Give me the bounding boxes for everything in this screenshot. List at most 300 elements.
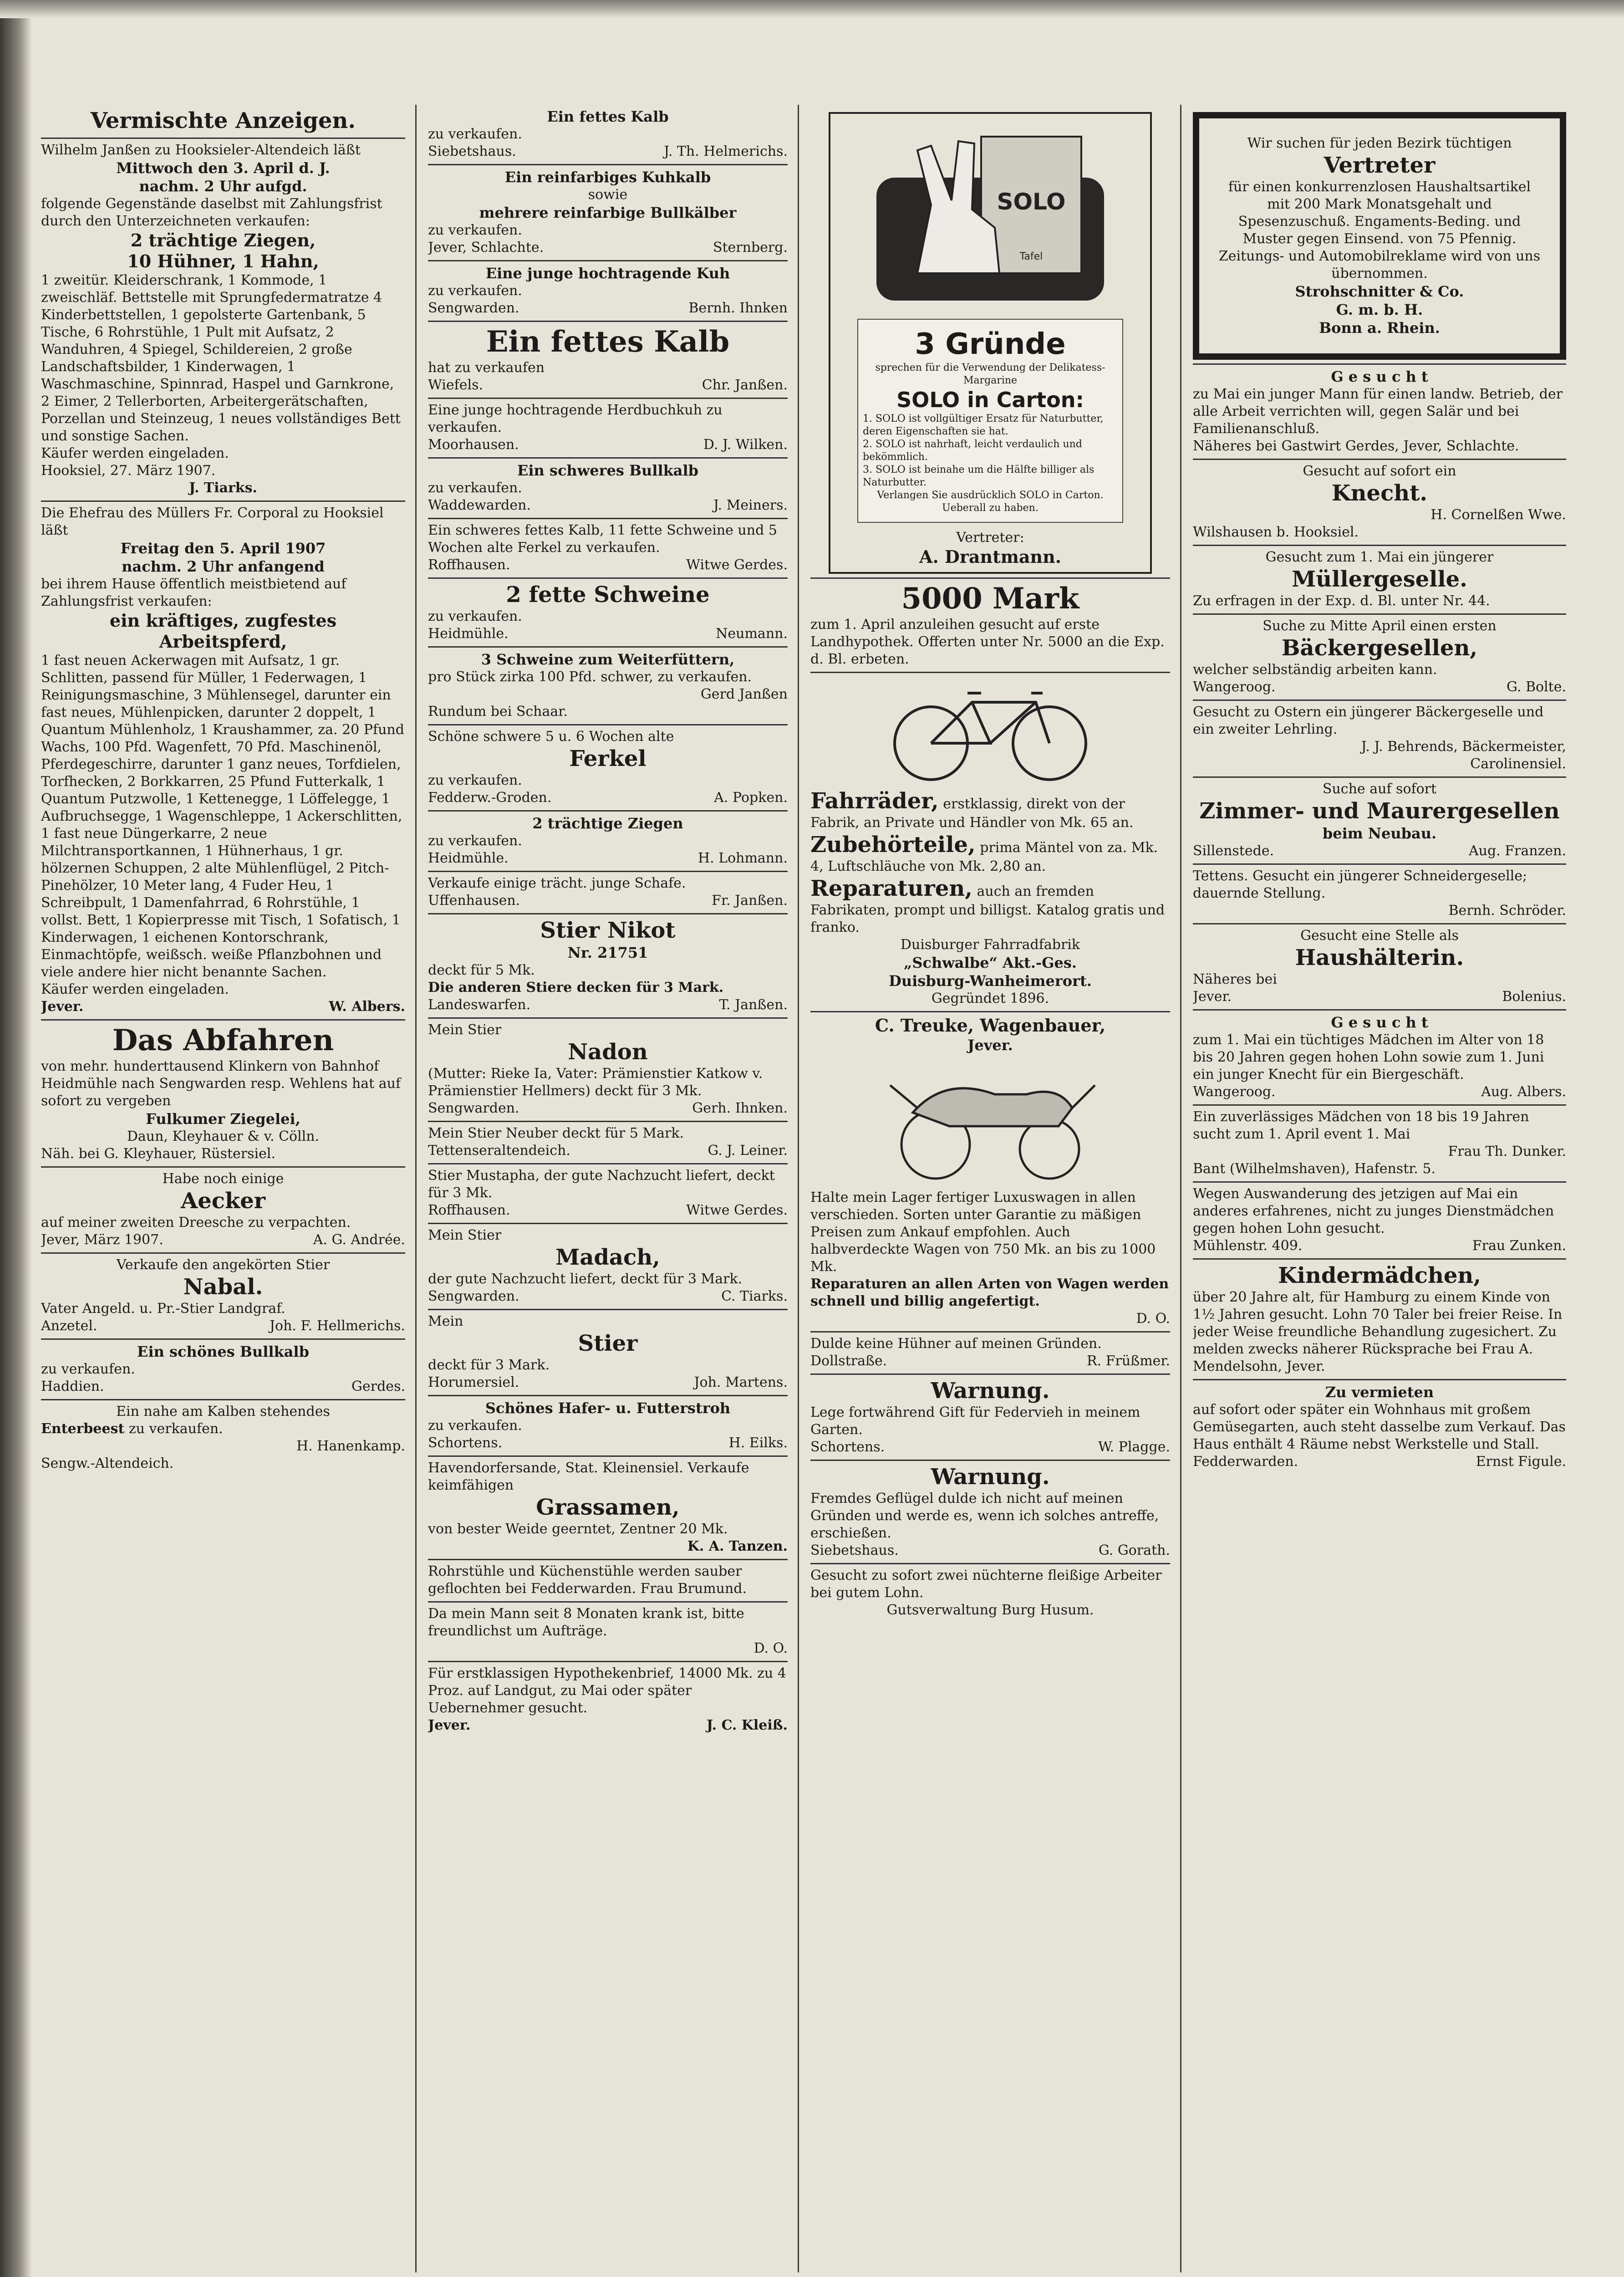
ad-text: zu verkaufen. [428,480,522,496]
ad-heading: Knecht. [1331,480,1428,506]
ad-heading: Zimmer- und Maurergesellen [1199,798,1560,824]
ad-heading: 3 Schweine zum Weiterfüttern, [481,651,735,668]
ad-signature-row [1193,1453,1566,1470]
ad-text: Lege fortwährend Gift für Federvieh in meinem Garten. [810,1404,1140,1438]
ad-bold: Enterbeest [41,1421,125,1437]
ad-enterbeest [41,1400,405,1476]
sig-left: Siebetshaus. [810,1542,899,1558]
ad-place: Jever. [967,1036,1013,1054]
hand-with-margarine-box-icon [863,123,1118,305]
ad-text: zu verkaufen. [428,772,522,788]
ad-fettes-kalb-2 [428,322,788,399]
ad-place: Wilshausen b. Hooksiel. [1193,524,1359,540]
ad-vertreter [1193,105,1566,365]
ad-text: zu verkaufen. [428,608,522,624]
ad-text: beim Neubau. [1322,825,1437,842]
ad-signature: Bernh. Schröder. [1448,903,1566,919]
sig-left: Schortens. [810,1439,885,1455]
ad-heading: Warnung. [931,1378,1050,1404]
ad-firm: Fulkumer Ziegelei, [146,1110,300,1128]
ad-abfahren [41,1021,405,1168]
ad-futterstroh [428,1396,788,1457]
ad-text: Tettens. Gesucht ein jüngerer Schneidergeselle; dauernde Stellung. [1193,868,1527,901]
sig-right: Joh. Martens. [694,1374,788,1390]
sig-right: Sternberg. [713,240,788,255]
sig-left: Wangeroog. [1193,1084,1276,1100]
ad-text: zu verkaufen. [428,1418,522,1434]
ad-text: Näheres bei Gastwirt Gerdes, Jever, Schlachte. [1193,438,1519,454]
ad-text: Wir suchen für jeden Bezirk tüchtigen [1247,135,1512,151]
ad-signature-row [428,239,788,256]
ad-firm-owners: Daun, Kleyhauer & v. Cölln. [127,1128,320,1144]
ad-text: über 20 Jahre alt, für Hamburg zu einem Kinde von 1½ Jahren gesucht. Lohn 70 Taler bei freier Reise. In jeder Weise freundliche Behandlung zugesichert. Zu melden zwecks näherer Rücksprache bei Frau A. Mendelsohn, Jever. [1193,1289,1563,1374]
ad-heading: Kindermädchen, [1278,1263,1481,1288]
ad-text: Gesucht auf sofort ein [1303,463,1456,479]
ad-schneidergeselle [1193,865,1566,924]
ad-text-bold: Reparaturen an allen Arten von Wagen werden schnell und billig angefertigt. [810,1276,1169,1309]
sig-right: Ernst Figule. [1476,1454,1566,1470]
ad-text: Mein Stier [428,1227,502,1243]
ad-text: Verkaufe den angekörten Stier [116,1257,330,1273]
ad-hypothekenbrief [428,1662,788,1738]
ad-heading: Madach, [555,1245,660,1270]
ad-place: Hooksiel, 27. März 1907. [41,463,216,479]
ad-text: Ein schweres fettes Kalb, 11 fette Schweine und 5 Wochen alte Ferkel zu verkaufen. [428,522,777,556]
solo-illustration [854,123,1127,314]
ad-date: Mittwoch den 3. April d. J. [116,159,330,177]
sig-left: Siebetshaus. [428,143,516,159]
ad-baeckergesellen [1193,615,1566,701]
sig-left: Mühlenstr. 409. [1193,1238,1303,1254]
column-2 [428,105,788,2272]
ad-text: auf sofort oder später ein Wohnhaus mit großem Gemüsegarten, auch steht dasselbe zum Verkauf. Das Haus enthält 4 Räume nebst Werkstelle und Stall. [1193,1402,1566,1452]
ad-signature-row [41,998,405,1016]
ad-heading: Ein fettes Kalb [547,108,669,125]
ad-text: Gesucht zu Ostern ein jüngerer Bäckergeselle und ein zweiter Lehrling. [1193,704,1544,737]
ad-signature-row [41,1378,405,1395]
ad-text: Gesucht zum 1. Mai ein jüngerer [1265,549,1494,565]
sig-right: Bolenius. [1502,989,1566,1005]
newspaper-page [41,105,1580,2272]
ad-nadon [428,1019,788,1122]
ad-auftraege [428,1603,788,1662]
ad-heading: mehrere reinfarbige Bullkälber [479,204,737,221]
sig-left: Wangeroog. [1193,679,1276,695]
ad-signature-row [428,1717,788,1734]
ad-stier-nikot [428,914,788,1019]
solo-brand-sub: in Carton: [967,388,1084,412]
bicycle-icon [886,679,1095,784]
ad-signature-row [428,892,788,909]
ad-signature: K. A. Tanzen. [687,1538,788,1554]
ad-heading: 2 trächtige Ziegen [532,815,683,832]
ad-5000-mark [810,579,1170,673]
sig-left: Sengwarden. [428,1288,519,1304]
sig-left: Schortens. [428,1435,503,1451]
ad-text: (Mutter: Rieke Ia, Vater: Prämienstier Katkow v. Prämienstier Hellmers) deckt für 3 Mk. [428,1066,763,1099]
sig-right: R. Früßmer. [1087,1353,1170,1369]
ad-text: zu verkaufen. [428,126,522,142]
ad-text: Halte mein Lager fertiger Luxuswagen in allen verschieden. Sorten unter Garantie zu mäßigen Preisen zum Ankauf empfohlen. Auch halbverdeckte Wagen von 750 Mk. an bis zu 1000 Mk. [810,1190,1156,1275]
ad-text: Ein zuverlässiges Mädchen von 18 bis 19 Jahren sucht zum 1. April event 1. Mai [1193,1109,1529,1142]
column-1 [41,105,405,2272]
ad-signature: H. Cornelßen Wwe. [1431,507,1566,523]
ad-heading: Eine junge hochtragende Kuh [485,265,730,282]
sig-left: Roffhausen. [428,557,510,573]
ad-signature-row [428,377,788,394]
ad-heading: Zubehörteile, [810,832,976,858]
sig-left: Sillenstede. [1193,843,1274,859]
ad-text: Suche auf sofort [1322,781,1437,797]
ad-firm: Strohschnitter & Co. [1295,283,1464,300]
column-rule [415,105,417,2272]
sig-right: Aug. Franzen. [1468,843,1566,859]
ad-place: Bant (Wilhelmshaven), Hafenstr. 5. [1193,1161,1436,1177]
sig-left: Moorhausen. [428,437,519,453]
ad-signature-row [1193,842,1566,860]
solo-subtitle: sprechen für die Verwendung der Delikatess-Margarine [875,362,1105,386]
column-3 [810,105,1170,2272]
ad-huehner [810,1333,1170,1375]
ad-text: Havendorfersande, Stat. Kleinensiel. Verkaufe keimfähigen [428,1460,749,1493]
ad-text: folgende Gegenstände daselbst mit Zahlungsfrist durch den Unterzeichneten verkaufen: [41,196,382,229]
ad-text: Näheres bei [1193,971,1277,987]
ad-text: zu verkaufen. [41,1361,135,1377]
sig-right: Chr. Janßen. [702,377,788,393]
ad-number: Nr. 21751 [567,944,648,961]
ad-text: Vater Angeld. u. Pr.-Stier Landgraf. [41,1301,285,1317]
ad-text: pro Stück zirka 100 Pfd. schwer, zu verkaufen. [428,669,752,685]
sig-left: Heidmühle. [428,626,509,642]
sig-right: Fr. Janßen. [712,893,788,909]
sig-left: Anzetel. [41,1318,97,1334]
ad-heading: G e s u c h t [1331,1014,1428,1031]
ad-signature-row [810,1439,1170,1456]
ad-firm-place: Duisburg-Wanheimerort. [889,972,1092,990]
sig-right: G. J. Leiner. [708,1143,788,1159]
ad-text: erstklassig, direkt von der Fabrik, an Private und Händler von Mk. 65 an. [810,796,1134,831]
ad-heading: Ein fettes Kalb [486,325,730,359]
ad-firm: „Schwalbe“ Akt.-Ges. [903,954,1077,971]
ad-signature-row [428,850,788,867]
ad-heading: Aecker [180,1188,266,1214]
ad-heading: Ein schönes Bullkalb [137,1343,309,1360]
ad-signature-row [428,1202,788,1219]
ad-heading: ein kräftiges, zugfestes [109,610,337,631]
ad-text: Für erstklassigen Hypothekenbrief, 14000 Mk. zu 4 Proz. auf Landgut, zu Mai oder später Uebernehmer gesucht. [428,1665,786,1716]
sig-right: J. Th. Helmerichs. [664,143,788,159]
ad-signature-row [428,1374,788,1391]
ad-signature-row [428,1100,788,1117]
ad-firm: Duisburger Fahrradfabrik [900,937,1080,953]
ad-warnung-1 [810,1375,1170,1461]
ad-muellergeselle [1193,546,1566,615]
ad-text: Gesucht zu sofort zwei nüchterne fleißige Arbeiter bei gutem Lohn. [810,1567,1162,1601]
ad-text: Fremdes Geflügel dulde ich nicht auf meinen Gründen und werde es, wenn ich solches antreffe, erschießen. [810,1491,1159,1541]
ad-text: von mehr. hunderttausend Klinkern von Bahnhof Heidmühle nach Sengwarden resp. Wehlens hat auf sofort zu vergeben [41,1058,401,1109]
ad-signature-row [428,300,788,317]
ad-knecht [1193,460,1566,546]
ad-text: zu verkaufen. [428,283,522,299]
ad-heading: Schönes Hafer- u. Futterstroh [485,1399,731,1417]
sig-right: C. Tiarks. [721,1288,788,1304]
ad-heading: Zu vermieten [1325,1384,1434,1401]
ad-time: nachm. 2 Uhr aufgd. [139,178,307,195]
solo-representative-label: Vertreter: [956,530,1024,546]
sig-right: J. C. Kleiß. [706,1717,788,1733]
ad-heading: Stier Nikot [540,918,676,943]
ad-bullkalb [41,1340,405,1400]
ad-signature-row [41,1317,405,1335]
ad-signature: Gutsverwaltung Burg Husum. [886,1602,1094,1618]
ad-signature-row [810,1542,1170,1559]
ad-date: Freitag den 5. April 1907 [120,540,326,557]
ad-signature: Gerd Janßen [700,686,788,702]
ad-text: Käufer werden eingeladen. [41,445,229,461]
ad-grassamen [428,1457,788,1560]
ad-heading: Fahrräder, [810,788,939,814]
ad-heading: Arbeitspferd, [159,631,287,652]
auction-corporal [41,502,405,1021]
ad-herdbuchkuh [428,399,788,459]
sig-right: J. Meiners. [713,497,788,513]
ad-list: 1 fast neuen Ackerwagen mit Aufsatz, 1 gr. Schlitten, passend für Müller, 1 Federwagen, 1 Reinigungsmaschine, 3 Mühlensegel, darunter ein fast neues, Mühlenpicken, darunter 2 doppelt, 1 Quantum Mühlenholz, 1 Kraushammer, za. 20 Pfund Wachs, 100 Pfd. Wagenfett, 70 Pfd. Maschinenöl, Pferdegeschirre, darunter 1 ganz neues, Torfdielen, Torfhecken, 2 Borkkarren, 25 Pfund Futterkalk, 1 Quantum Putzwolle, 1 Kettenegge, 1 Löffelegge, 1 Aufbruchsegge, 1 Wagenschleppe, 1 Ackerschlitten, 1 fast neue Düngerkarre, 2 neue Milchtransportkannen, 1 Hühnerhaus, 1 gr. hölzernen Schuppen, 2 alte Mühlenflügel, 2 Pitch-Pinehölzer, 10 Meter lang, 4 Fuder Heu, 1 Schreibpult, 1 Damenfahrrad, 6 Rohrstühle, 1 vollst. Bett, 1 Kopierpresse mit Tisch, 1 Sofatisch, 1 Kinderwagen, 1 eichenen Kontorschrank, Einmachtöpfe, weißsch. weiße Pflanzbohnen und viele andere hier nicht benannte Sachen. [41,653,404,980]
section-title: Vermischte Anzeigen. [90,108,356,133]
sig-left: Tettenseraltendeich. [428,1143,570,1159]
ad-warnung-2 [810,1461,1170,1564]
ad-text: Eine junge hochtragende Herdbuchkuh zu verkaufen. [428,402,723,435]
ad-arbeiter [810,1564,1170,1623]
ad-zuverlaessiges-maedchen [1193,1106,1566,1183]
ad-text: auf meiner zweiten Dreesche zu verpachten. [41,1215,351,1230]
sig-left: Waddewarden. [428,497,531,513]
ad-heading: Reparaturen, [810,876,972,901]
sig-right: W. Plagge. [1098,1439,1170,1455]
sig-right: Joh. F. Hellmerichs. [270,1318,405,1334]
column-4 [1193,105,1566,2272]
ad-heading: 10 Hühner, 1 Hahn, [127,251,319,271]
sig-left: Haddien. [41,1378,104,1394]
ad-text: Suche zu Mitte April einen ersten [1263,618,1497,634]
ad-signature: J. Tiarks. [189,480,257,496]
ad-text: Die anderen Stiere decken für 3 Mark. [428,980,724,996]
ad-signature-row [1193,988,1566,1006]
ad-text: Mein Stier [428,1022,502,1038]
ad-time: nachm. 2 Uhr anfangend [122,558,325,575]
sig-left: Jever. [1193,989,1232,1005]
sig-left: Jever. [428,1717,471,1733]
box-tag: Tafel [1019,251,1043,262]
ad-text: Wilhelm Janßen zu Hooksieler-Altendeich läßt [41,142,361,158]
sig-left: Heidmühle. [428,850,509,866]
ad-nabal [41,1254,405,1340]
ad-heading: Nadon [568,1039,648,1065]
ad-founded: Gegründet 1896. [931,990,1049,1006]
ad-aecker [41,1168,405,1254]
ad-signature-row [428,1435,788,1452]
ad-signature: H. Hanenkamp. [296,1438,405,1454]
ad-text: Mein Stier Neuber deckt für 5 Mark. [428,1125,684,1141]
ad-signature-row [428,143,788,160]
ad-signature-row [428,556,788,574]
ad-signature-row [428,1142,788,1159]
ad-signature: D. O. [1136,1311,1170,1327]
sig-right: G. Gorath. [1098,1542,1170,1558]
ad-heading: Das Abfahren [112,1023,334,1057]
ad-rohrstuehle [428,1560,788,1603]
ad-signature: D. O. [753,1640,788,1656]
ad-signature: J. J. Behrends, Bäckermeister, [1361,739,1566,755]
sig-left: Fedderwarden. [1193,1454,1298,1470]
ad-gesucht-1 [1193,365,1566,460]
ad-heading: Haushälterin. [1295,945,1464,970]
ad-fette-schweine [428,579,788,648]
sig-right: Gerh. Ihnken. [692,1100,788,1116]
ad-place: Carolinensiel. [1470,756,1566,772]
ad-text: zu Mai ein junger Mann für einen landw. Betrieb, der alle Arbeit verrichten will, gegen Salär und bei Familienanschluß. [1193,386,1563,437]
sig-right: W. Albers. [329,999,405,1015]
ad-text: auch an fremden Fabrikaten, prompt und billigst. Katalog gratis und franko. [810,883,1165,935]
ad-heading: Stier [578,1331,638,1356]
sig-right: H. Eilks. [728,1435,788,1451]
solo-reason-2: 2. SOLO ist nahrhaft, leicht verdaulich und bekömmlich. [863,439,1082,463]
ad-text: deckt für 3 Mark. [428,1357,550,1373]
ad-text: der gute Nachzucht liefert, deckt für 3 Mark. [428,1271,743,1287]
page-top-edge [0,0,1624,18]
sig-right: Bernh. Ihnken [688,300,788,316]
ad-fettes-kalb-1 [428,105,788,165]
ad-text: Mein [428,1313,463,1329]
ad-signature-row [1193,1083,1566,1101]
sig-left: Dollstraße. [810,1353,887,1369]
ad-heading: Grassamen, [536,1495,680,1520]
ad-text: prima Mäntel von za. Mk. 4, Luftschläuche von Mk. 2,80 an. [810,840,1158,874]
ad-signature-row [428,436,788,454]
ad-treuke-wagenbauer [810,1012,1170,1333]
ad-text: deckt für 5 Mk. [428,962,535,978]
ad-zu-vermieten [1193,1380,1566,1474]
solo-brand-big: SOLO [896,388,960,412]
ad-signature-row [41,1231,405,1249]
ad-heading: 2 trächtige Ziegen, [130,230,316,250]
ad-text: Stier Mustapha, der gute Nachzucht liefert, deckt für 3 Mk. [428,1168,775,1201]
ad-heading: Vertreter [1324,153,1436,178]
ad-fahrraeder [810,673,1170,1012]
ad-solo-margarine [810,105,1170,579]
ad-signature-row [810,1353,1170,1370]
solo-reason-3: 3. SOLO ist beinahe um die Hälfte billiger als Naturbutter. [863,464,1095,488]
ad-list: 1 zweitür. Kleiderschrank, 1 Kommode, 1 zweischläf. Bettstelle mit Sprungfedermatratze 4 Kinderbettstellen, 1 gepolsterte Gartenbank, 5 Tische, 6 Rohrstühle, 1 Pult mit Aufsatz, 2 Wanduhren, 4 Spiegel, Schildereien, 2 große Landschaftsbilder, 1 Kinderwagen, 1 Waschmaschine, Spinnrad, Haspel und Garnkrone, 2 Eimer, 2 Tellerborten, Arbeitergerätschaften, Porzellan und Steinzeug, 1 neues vollständiges Bett und sonstige Sachen. [41,272,401,444]
box-brand: SOLO [997,189,1066,215]
ad-signature-row [1193,1237,1566,1255]
ad-schweres-bullkalb [428,459,788,519]
sig-right: G. Bolte. [1506,679,1566,695]
sig-left: Jever, März 1907. [41,1232,163,1248]
sig-right: A. Popken. [714,790,788,806]
ad-text: für einen konkurrenzlosen Haushaltsartikel mit 200 Mark Monatsgehalt und Spesenzuschuß. Engaments-Beding. und Muster gegen Einsend. von 75 Pfennig. Zeitungs- und Automobilreklame wird von uns übernommen. [1218,179,1541,281]
ad-kindermaedchen [1193,1260,1566,1380]
sig-left: Jever. [41,999,84,1015]
ad-heading: Ein schweres Bullkalb [517,462,699,479]
ad-firm-type: G. m. b. H. [1336,301,1423,318]
column-rule [798,105,799,2272]
ad-text: hat zu verkaufen [428,360,545,376]
sig-right: Aug. Albers. [1481,1084,1566,1100]
ad-signature-row [428,625,788,643]
sig-left: Uffenhausen. [428,893,520,909]
ad-heading: Müllergeselle. [1292,567,1467,592]
ad-text: Die Ehefrau des Müllers Fr. Corporal zu Hooksiel läßt [41,505,384,538]
ad-signature-row [428,789,788,807]
ad-kuh [428,261,788,322]
ad-place: Sengw.-Altendeich. [41,1455,174,1471]
ad-schafe [428,872,788,914]
carriage-icon [876,1058,1104,1185]
ad-signature-row [428,1288,788,1305]
sig-left: Horumersiel. [428,1374,519,1390]
ad-heading: Ferkel [569,746,647,771]
ad-heading: C. Treuke, Wagenbauer, [875,1015,1106,1036]
ad-neuber [428,1122,788,1164]
sig-left: Wiefels. [428,377,484,393]
ad-baeckergeselle-lehrling [1193,701,1566,778]
ad-text: Gesucht eine Stelle als [1300,928,1459,944]
ad-heading: Bäckergesellen, [1281,635,1478,661]
ad-text: zu verkaufen. [128,1421,223,1437]
ad-text: von bester Weide geerntet, Zentner 20 Mk. [428,1521,728,1537]
ad-signature-row [1193,679,1566,696]
ad-text: Zu erfragen in der Exp. d. Bl. unter Nr. 44. [1193,593,1490,609]
sig-left: Sengwarden. [428,1100,519,1116]
sig-left: Roffhausen. [428,1202,510,1218]
ad-signature-row [428,497,788,514]
ad-text: Verkaufe einige trächt. junge Schafe. [428,875,686,891]
ad-text: zum 1. Mai ein tüchtiges Mädchen im Alter von 18 bis 20 Jahren gegen hohen Lohn sowie zum 1. Juni ein junger Knecht für ein Biergeschäft. [1193,1032,1544,1082]
sig-right: A. G. Andrée. [313,1232,405,1248]
solo-footer: Verlangen Sie ausdrücklich SOLO in Carton. Ueberall zu haben. [877,490,1104,514]
ad-text: Käufer werden eingeladen. [41,981,229,997]
solo-representative-name: A. Drantmann. [919,546,1062,567]
ad-text: Rohrstühle und Küchenstühle werden sauber geflochten bei Fedderwarden. Frau Brumund. [428,1563,747,1597]
ad-text: zu verkaufen. [428,222,522,238]
ad-mustapha [428,1164,788,1224]
ad-weiterfuettern [428,648,788,725]
ad-text: bei ihrem Hause öffentlich meistbietend auf Zahlungsfrist verkaufen: [41,576,346,609]
ad-ziegen [428,812,788,872]
column-rule [1180,105,1181,2272]
ad-text: welcher selbständig arbeiten kann. [1193,662,1437,678]
sig-left: Sengwarden. [428,300,519,316]
ad-heading: 2 fette Schweine [506,582,710,608]
sig-right: Neumann. [716,626,788,642]
ad-text: zu verkaufen. [428,833,522,849]
vertreter-box [1193,112,1566,360]
ad-text: sowie [588,187,628,203]
ad-info: Näh. bei G. Kleyhauer, Rüstersiel. [41,1146,276,1162]
sig-right: Gerdes. [351,1378,405,1394]
ad-dienstmaedchen [1193,1183,1566,1260]
sig-left: Landeswarfen. [428,997,531,1013]
auction-janssen [41,139,405,502]
ad-heading: Warnung. [931,1464,1050,1490]
sig-right: Witwe Gerdes. [686,1202,788,1218]
ad-place: Rundum bei Schaar. [428,704,568,720]
ad-madach [428,1224,788,1310]
ad-haushaelterin [1193,924,1566,1011]
ad-text: zum 1. April anzuleihen gesucht auf erste Landhypothek. Offerten unter Nr. 5000 an die Exp. d. Bl. erbeten. [810,617,1165,667]
solo-heading: 3 Gründe [915,327,1066,361]
ad-stier [428,1310,788,1396]
